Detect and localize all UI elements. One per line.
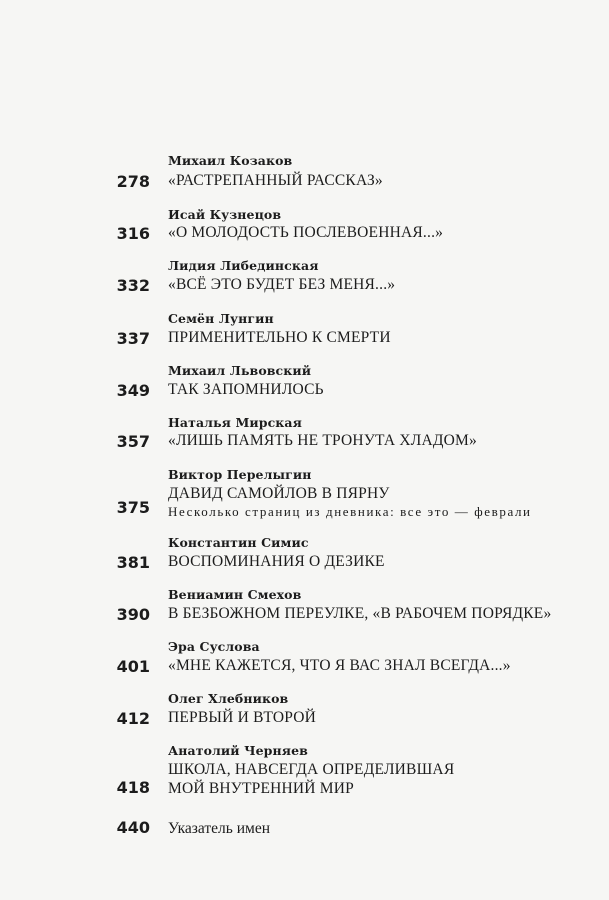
entry-author: Константин Симис (168, 535, 309, 550)
entry-page-number: 418 (116, 778, 150, 797)
entry-author: Михаил Львовский (168, 363, 312, 378)
entry-subtitle: Несколько страниц из дневника: все это — феврали (168, 504, 532, 519)
show-through-text (238, 88, 245, 109)
entry-title-line-1: ШКОЛА, НАВСЕГДА ОПРЕДЕЛИВШАЯ (168, 761, 455, 778)
entry-title: «РАСТРЕПАННЫЙ РАССКАЗ» (168, 172, 383, 189)
entry-title: ПРИМЕНИТЕЛЬНО К СМЕРТИ (168, 329, 391, 346)
entry-page-number: 316 (116, 224, 150, 243)
entry-title: «ЛИШЬ ПАМЯТЬ НЕ ТРОНУТА ХЛАДОМ» (168, 432, 477, 449)
entry-author: Виктор Перелыгин (168, 467, 312, 482)
entry-page-number: 349 (116, 381, 150, 400)
entry-author: Михаил Козаков (168, 153, 293, 168)
entry-title: «ВСЁ ЭТО БУДЕТ БЕЗ МЕНЯ...» (168, 276, 396, 293)
entry-title: В БЕЗБОЖНОМ ПЕРЕУЛКЕ, «В РАБОЧЕМ ПОРЯДКЕ» (168, 605, 552, 622)
entry-page-number: 401 (116, 657, 150, 676)
index-title: Указатель имен (168, 820, 270, 837)
entry-page-number: 390 (116, 605, 150, 624)
entry-page-number: 375 (116, 498, 150, 517)
entry-author: Вениамин Смехов (168, 587, 302, 602)
entry-author: Семён Лунгин (168, 311, 274, 326)
entry-title: «МНЕ КАЖЕТСЯ, ЧТО Я ВАС ЗНАЛ ВСЕГДА...» (168, 657, 511, 674)
entry-page-number: 337 (116, 329, 150, 348)
index-page-number: 440 (116, 818, 150, 837)
entry-page-number: 332 (116, 276, 150, 295)
entry-title: ВОСПОМИНАНИЯ О ДЕЗИКЕ (168, 553, 385, 570)
entry-page-number: 412 (116, 709, 150, 728)
entry-page-number: 381 (116, 553, 150, 572)
entry-author: Лидия Либединская (168, 258, 319, 273)
entry-author: Наталья Мирская (168, 415, 302, 430)
entry-author: Олег Хлебников (168, 691, 289, 706)
entry-author: Эра Суслова (168, 639, 260, 654)
entry-page-number: 357 (116, 432, 150, 451)
entry-author: Исай Кузнецов (168, 207, 282, 222)
entry-page-number: 278 (116, 172, 150, 191)
entry-title: «О МОЛОДОСТЬ ПОСЛЕВОЕННАЯ...» (168, 224, 444, 241)
entry-title: ДАВИД САМОЙЛОВ В ПЯРНУ (168, 485, 390, 502)
entry-title: ПЕРВЫЙ И ВТОРОЙ (168, 709, 317, 726)
entry-title-line-2: МОЙ ВНУТРЕННИЙ МИР (168, 780, 354, 797)
entry-author: Анатолий Черняев (168, 743, 308, 758)
entry-title: ТАК ЗАПОМНИЛОСЬ (168, 381, 324, 398)
